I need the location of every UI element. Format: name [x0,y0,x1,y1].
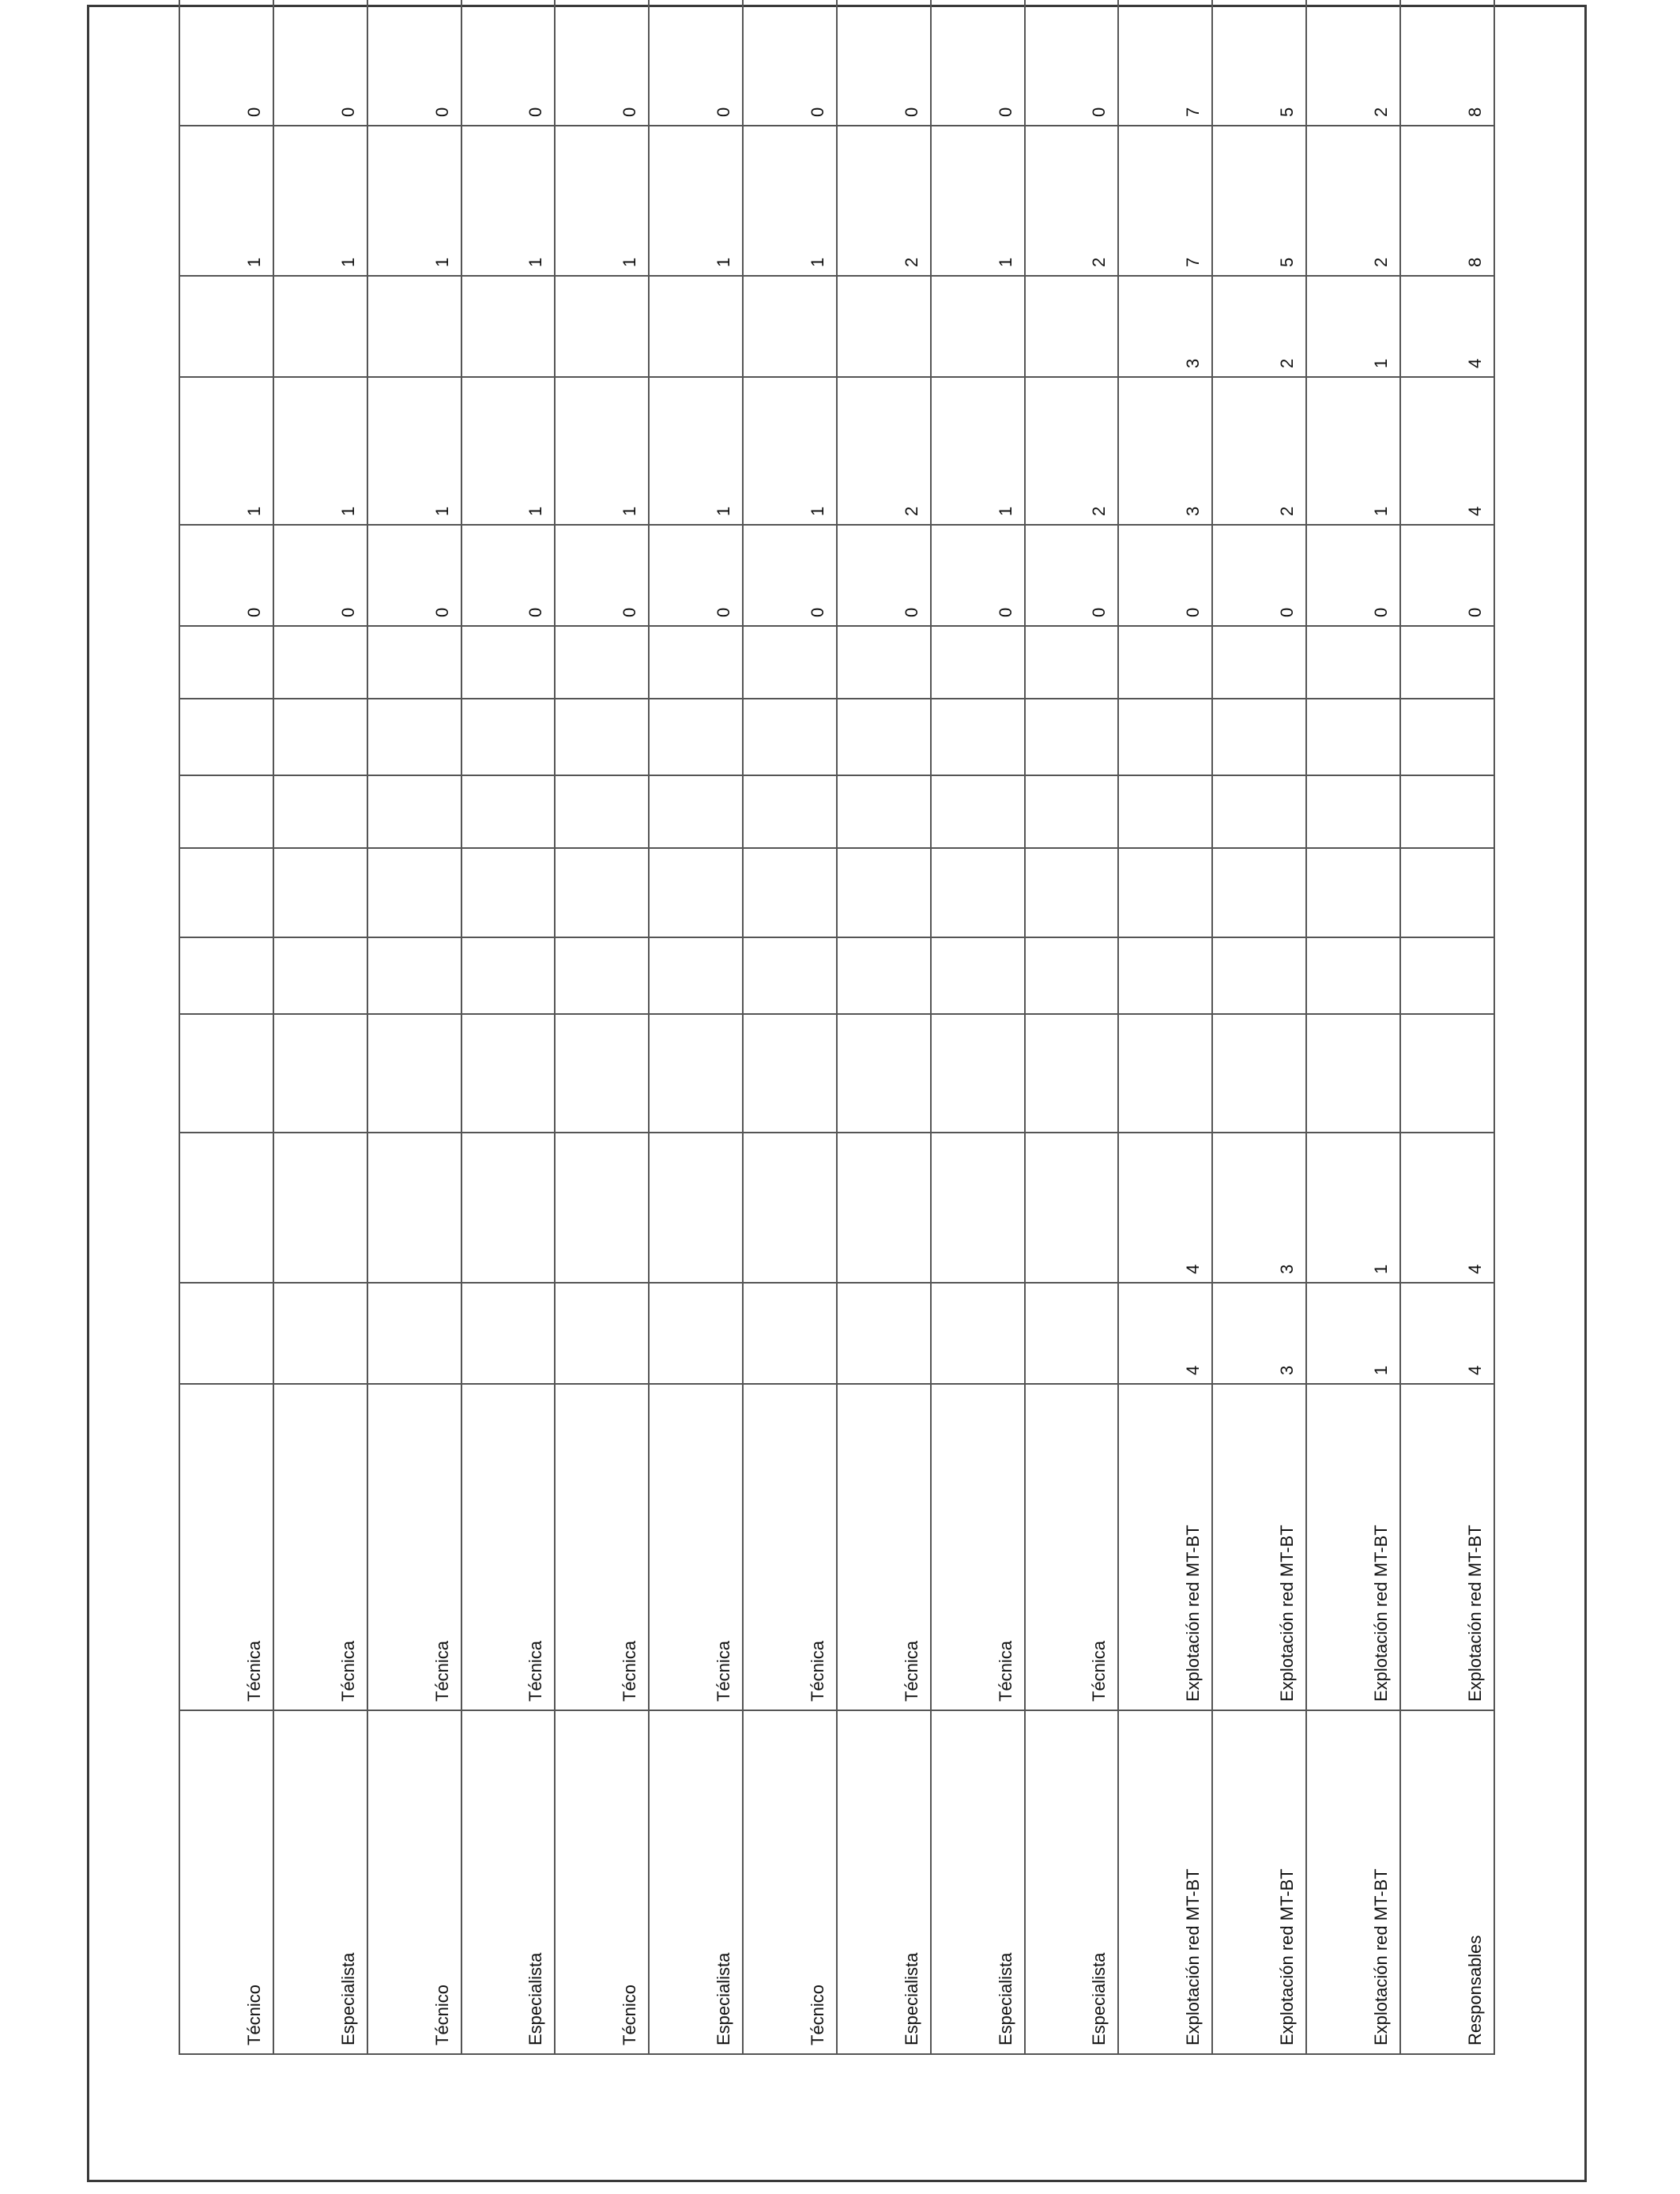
table-cell: Técnica [649,1384,743,1710]
table-cell: Explotación red MT-BT [1212,1384,1306,1710]
table-cell [1306,626,1400,699]
table-cell: 1 [555,126,649,276]
table-cell [649,626,743,699]
table-cell: Técnica [273,1384,367,1710]
table-cell [179,1014,273,1133]
table-cell [555,1014,649,1133]
table-cell: 1 [461,377,556,525]
table-cell [1212,775,1306,848]
table-cell [179,775,273,848]
table-cell: 0 [649,0,743,126]
table-cell: 2 [837,377,931,525]
table-cell [1306,1014,1400,1133]
table-cell: Explotación red MT-BT [1306,1710,1400,2054]
table-cell: 1 [461,126,556,276]
table-cell: Técnica [837,1384,931,1710]
table-cell [743,276,837,377]
table-cell: 0 [367,0,461,126]
table-cell [1400,937,1494,1014]
table-cell [555,699,649,775]
table-cell: 2 [1306,126,1400,276]
table-row [743,0,837,2054]
table-row [649,0,743,2054]
table-cell: 0 [931,0,1025,126]
table-cell [1212,848,1306,937]
table-cell [179,1133,273,1283]
table-cell: 0 [743,525,837,626]
table-cell [461,775,556,848]
table-row [1306,0,1400,2054]
table-cell [273,1133,367,1283]
table-cell [179,626,273,699]
table-cell [555,848,649,937]
table-cell [367,1133,461,1283]
table-cell: Responsables [1400,1710,1494,2054]
table-row [179,0,273,2054]
table-cell [743,848,837,937]
table-cell [743,699,837,775]
table-cell [649,937,743,1014]
table-cell: 8 [1400,126,1494,276]
table-cell [743,626,837,699]
table-cell [1025,1014,1119,1133]
table-cell [461,699,556,775]
table-cell: 3 [1118,377,1212,525]
table-cell: Especialista [1025,1710,1119,2054]
table-cell [555,775,649,848]
table-cell [1400,626,1494,699]
table-cell [555,1283,649,1384]
table-cell: 0 [273,0,367,126]
table-row [367,0,461,2054]
table-cell: Técnico [179,1710,273,2054]
table-cell [837,1283,931,1384]
table-cell [1212,1014,1306,1133]
table-cell: 0 [1306,525,1400,626]
table-row [1400,0,1494,2054]
table-cell [1212,699,1306,775]
table-cell: 1 [179,126,273,276]
table-cell [179,848,273,937]
table-cell [931,775,1025,848]
table-cell: 4 [1400,276,1494,377]
table-row [273,0,367,2054]
table-cell: 1 [649,126,743,276]
table-cell [837,1014,931,1133]
table-cell [273,775,367,848]
table-cell [461,626,556,699]
table-cell [1400,848,1494,937]
table-cell: 4 [1118,1133,1212,1283]
table-row [1118,0,1212,2054]
table-cell: 1 [1306,377,1400,525]
table-cell [555,626,649,699]
table-cell: 1 [367,377,461,525]
table-cell [743,937,837,1014]
table-cell: 1 [743,377,837,525]
table-cell: Técnica [931,1384,1025,1710]
table-cell: 1 [743,126,837,276]
table-cell: Técnica [367,1384,461,1710]
table-cell [461,848,556,937]
table-cell [931,1014,1025,1133]
table-cell: 1 [555,377,649,525]
table-cell: Técnica [179,1384,273,1710]
table-cell: 1 [1306,1133,1400,1283]
table-cell [1025,626,1119,699]
table-cell: 0 [743,0,837,126]
table-cell [1400,699,1494,775]
table-cell [367,848,461,937]
table-cell [931,848,1025,937]
table-cell: 1 [273,126,367,276]
table-cell [1025,848,1119,937]
table-cell [367,276,461,377]
table-cell [1212,626,1306,699]
table-cell [1118,626,1212,699]
table-cell: 1 [273,377,367,525]
table-cell [555,937,649,1014]
table-cell [931,937,1025,1014]
table-cell: Especialista [931,1710,1025,2054]
table-cell: 1 [367,126,461,276]
table-cell [1306,699,1400,775]
table-cell [461,1014,556,1133]
table-cell [837,699,931,775]
table-cell [461,937,556,1014]
table-cell [649,1133,743,1283]
table-cell [179,937,273,1014]
table-cell [273,937,367,1014]
table-cell: 1 [1306,276,1400,377]
table-cell [649,1283,743,1384]
table-cell [649,775,743,848]
table-cell: 2 [1212,276,1306,377]
table-cell: Especialista [837,1710,931,2054]
table-cell [743,1133,837,1283]
table-row [837,0,931,2054]
table-cell: 4 [1118,1283,1212,1384]
table-cell [1118,937,1212,1014]
table-cell: Técnica [555,1384,649,1710]
table-cell [837,626,931,699]
table-cell [931,1283,1025,1384]
table-cell: Técnico [743,1710,837,2054]
table-cell: 1 [179,377,273,525]
table-cell [1118,775,1212,848]
table-cell [179,276,273,377]
table-cell [367,626,461,699]
table-cell: 7 [1118,0,1212,126]
table-cell [273,276,367,377]
table-cell [1118,699,1212,775]
table-cell: 1 [1306,1283,1400,1384]
table-cell [555,1133,649,1283]
table-cell: Especialista [273,1710,367,2054]
table-cell: 5 [1212,0,1306,126]
table-cell [461,276,556,377]
table-cell [1025,699,1119,775]
table-cell [837,937,931,1014]
table-cell [179,699,273,775]
table-cell [1025,775,1119,848]
table-cell: Especialista [461,1710,556,2054]
data-table [179,0,1495,2055]
table-cell [1400,775,1494,848]
table-cell: 0 [837,0,931,126]
table-cell: 3 [1212,1283,1306,1384]
table-cell: 0 [179,0,273,126]
table-cell: 0 [461,0,556,126]
table-cell [1118,848,1212,937]
rotated-table-container [179,107,1495,2055]
table-cell: 2 [1212,377,1306,525]
table-cell [367,699,461,775]
table-cell [649,848,743,937]
table-cell [367,937,461,1014]
table-cell: 0 [931,525,1025,626]
table-cell [743,1283,837,1384]
table-cell: Especialista [649,1710,743,2054]
table-cell: Explotación red MT-BT [1212,1710,1306,2054]
table-cell: 0 [367,525,461,626]
table-cell: 0 [1025,525,1119,626]
table-cell [837,848,931,937]
table-cell: 0 [273,525,367,626]
table-cell: Técnica [1025,1384,1119,1710]
table-cell [1025,937,1119,1014]
table-cell [649,699,743,775]
table-cell [931,1133,1025,1283]
table-cell [1025,1133,1119,1283]
table-cell: 4 [1400,1283,1494,1384]
table-cell [461,1133,556,1283]
table-cell: 0 [461,525,556,626]
table-cell [1306,937,1400,1014]
table-cell: Técnico [555,1710,649,2054]
table-cell [1212,937,1306,1014]
table-cell: Explotación red MT-BT [1118,1710,1212,2054]
table-cell [273,1283,367,1384]
table-cell: 4 [1400,377,1494,525]
table-cell: 1 [931,377,1025,525]
table-cell: Técnico [367,1710,461,2054]
table-row [1025,0,1119,2054]
table-row [555,0,649,2054]
table-cell [273,1014,367,1133]
table-cell [367,1014,461,1133]
table-cell [273,626,367,699]
table-cell: 2 [1025,126,1119,276]
table-cell: Explotación red MT-BT [1400,1384,1494,1710]
table-cell: 0 [649,525,743,626]
table-cell: 5 [1212,126,1306,276]
table-cell [1025,1283,1119,1384]
table-cell [273,848,367,937]
table-cell: 8 [1400,0,1494,126]
table-row [931,0,1025,2054]
table-cell: 0 [1118,525,1212,626]
table-cell: 4 [1400,1133,1494,1283]
table-cell: Técnica [743,1384,837,1710]
table-cell [367,1283,461,1384]
table-row [1212,0,1306,2054]
table-cell [743,1014,837,1133]
table-cell [1306,848,1400,937]
table-cell [837,775,931,848]
table-cell [1400,1014,1494,1133]
table-cell: 2 [1025,377,1119,525]
table-row [461,0,556,2054]
table-cell [931,276,1025,377]
table-cell: 0 [555,525,649,626]
table-cell: 0 [1400,525,1494,626]
table-cell [1118,1014,1212,1133]
table-cell: 1 [649,377,743,525]
table-cell [743,775,837,848]
table-cell [837,276,931,377]
table-cell: 2 [1306,0,1400,126]
table-cell [367,775,461,848]
table-cell: Explotación red MT-BT [1306,1384,1400,1710]
table-cell [555,276,649,377]
table-cell [931,626,1025,699]
table-cell: 2 [837,126,931,276]
table-cell [1025,276,1119,377]
table-cell [649,276,743,377]
table-cell: 7 [1118,126,1212,276]
table-cell: Técnica [461,1384,556,1710]
table-cell: 3 [1212,1133,1306,1283]
table-cell: 0 [837,525,931,626]
table-cell: 0 [555,0,649,126]
table-cell: 3 [1118,276,1212,377]
table-cell [1306,775,1400,848]
table-cell: 0 [179,525,273,626]
table-cell: 0 [1025,0,1119,126]
table-cell [931,699,1025,775]
table-cell [649,1014,743,1133]
table-cell: Explotación red MT-BT [1118,1384,1212,1710]
table-cell: 1 [931,126,1025,276]
table-cell [179,1283,273,1384]
table-cell [837,1133,931,1283]
table-cell: 0 [1212,525,1306,626]
table-cell [461,1283,556,1384]
table-cell [273,699,367,775]
